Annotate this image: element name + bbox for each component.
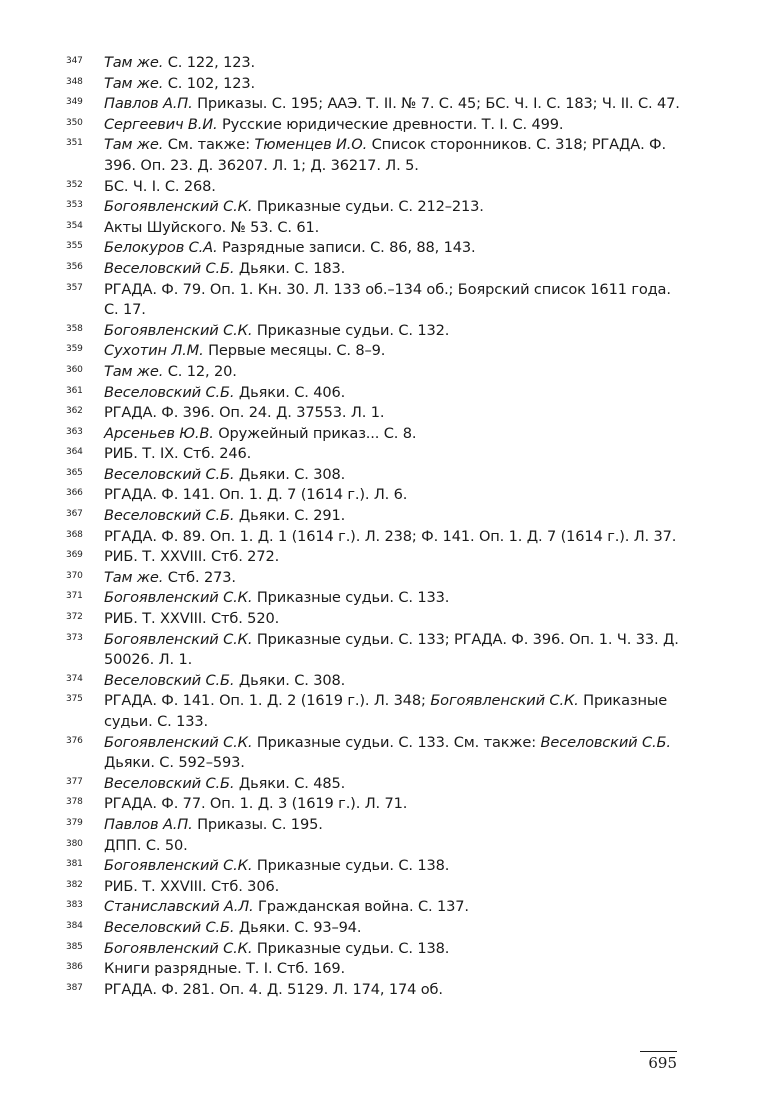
author-name: Веселовский С.Б. (104, 383, 235, 401)
footnote-number: 363 (66, 426, 83, 437)
footnote (66, 321, 688, 342)
citation-text: Приказные судьи. С. 132. (252, 321, 450, 339)
citation-text: С. 12, 20. (163, 362, 237, 380)
citation-text: РГАДА. Ф. 89. Оп. 1. Д. 1 (1614 г.). Л. 238; Ф. 141. Оп. 1. Д. 7 (1614 г.). Л. 37. (104, 527, 677, 545)
footnote-text (104, 692, 667, 730)
citation-text: Приказные судьи. С. 133; РГАДА. Ф. 396. Оп. 1. Ч. 33. Д. 50026. Л. 1. (104, 630, 679, 669)
author-name: Веселовский С.Б. (104, 465, 235, 483)
footnote-text (104, 795, 407, 812)
footnote-text (104, 548, 279, 565)
footnote (66, 691, 688, 732)
author-name: Богоявленский С.К. (104, 589, 253, 607)
author-name: Веселовский С.Б. (104, 671, 235, 689)
citation-text: С. 122, 123. (163, 54, 256, 71)
footnote (66, 403, 688, 424)
footnote-text (104, 260, 345, 277)
footnote-number: 384 (66, 920, 83, 931)
footnote-text (104, 404, 384, 421)
footnote-number: 374 (66, 673, 83, 684)
citation-text: См. также: (163, 136, 255, 154)
footnote (66, 465, 688, 486)
footnote-number: 378 (66, 797, 83, 808)
citation-text: Приказы. С. 195. (192, 815, 323, 833)
footnote (66, 568, 688, 589)
author-name: Веселовский С.Б. (104, 507, 235, 525)
citation-text: Список сторонников. С. 318; РГАДА. Ф. 396. Оп. 23. Д. 36207. Л. 1; Д. 36217. Л. 5. (104, 136, 666, 174)
author-name: Веселовский С.Б. (104, 774, 235, 792)
footnote-text (104, 445, 251, 462)
citation-text: Русские юридические древности. Т. I. С. 499. (217, 115, 564, 133)
citation-text: РГАДА. Ф. 77. Оп. 1. Д. 3 (1619 г.). Л. 71. (104, 795, 408, 813)
footnote-text (104, 816, 323, 833)
author-name: Богоявленский С.К. (104, 939, 253, 957)
footnote (66, 733, 688, 774)
footnote-text (104, 672, 345, 689)
footnote-number: 368 (66, 529, 83, 540)
footnote-number: 357 (66, 282, 83, 293)
citation-text: РИБ. Т. XXVIII. Стб. 520. (104, 610, 280, 628)
page-number-rule (640, 1051, 677, 1052)
footnote-number: 347 (66, 56, 83, 66)
author-name: Веселовский С.Б. (540, 733, 671, 751)
footnote (66, 836, 688, 857)
footnote-text (104, 589, 449, 606)
footnote-number: 349 (66, 97, 83, 108)
footnote-number: 377 (66, 776, 83, 787)
footnote-number: 380 (66, 838, 83, 849)
citation-text: Приказные судьи. С. 133. (252, 589, 450, 607)
footnote (66, 485, 688, 506)
footnote-number: 353 (66, 200, 83, 211)
footnote-text (104, 734, 671, 772)
citation-text: РГАДА. Ф. 281. Оп. 4. Д. 5129. Л. 174, 174 об. (104, 980, 443, 998)
footnote-text (104, 940, 449, 957)
footnote (66, 53, 688, 74)
footnote (66, 135, 688, 176)
author-name: Богоявленский С.К. (104, 321, 253, 339)
footnote (66, 177, 688, 198)
citation-text: БС. Ч. I. С. 268. (104, 177, 216, 195)
footnote-number: 361 (66, 385, 83, 396)
footnote-text (104, 878, 279, 895)
citation-text: Приказные судьи. С. 212–213. (252, 198, 484, 216)
footnote (66, 897, 688, 918)
footnote (66, 383, 688, 404)
footnote-text (104, 466, 345, 483)
footnote (66, 588, 688, 609)
footnote-number: 373 (66, 632, 83, 643)
footnote-number: 385 (66, 941, 83, 952)
footnote-text (104, 486, 407, 503)
footnote-text (104, 219, 319, 236)
footnote (66, 671, 688, 692)
citation-text: Книги разрядные. Т. I. Стб. 169. (104, 960, 346, 978)
footnote (66, 609, 688, 630)
footnote-text (104, 775, 345, 792)
citation-text: РГАДА. Ф. 141. Оп. 1. Д. 2 (1619 г.). Л. 348; (104, 692, 431, 710)
footnote (66, 980, 688, 1001)
footnote-text (104, 75, 255, 92)
footnote-text (104, 919, 361, 936)
footnote-number: 375 (66, 694, 83, 705)
footnote-text (104, 198, 484, 215)
footnote (66, 959, 688, 980)
citation-text: РИБ. Т. XXVIII. Стб. 272. (104, 548, 280, 566)
footnote-text (104, 857, 449, 874)
author-name: Сухотин Л.М. (104, 342, 204, 360)
footnote-number: 376 (66, 735, 83, 746)
footnote (66, 547, 688, 568)
footnote-text (104, 281, 671, 319)
footnote (66, 341, 688, 362)
citation-text: Дьяки. С. 308. (234, 465, 346, 483)
citation-text: РГАДА. Ф. 141. Оп. 1. Д. 7 (1614 г.). Л. 6. (104, 486, 408, 504)
footnote-text (104, 610, 279, 627)
citation-text: Дьяки. С. 485. (234, 774, 346, 792)
footnote-number: 351 (66, 138, 83, 149)
footnote (66, 74, 688, 95)
footnote-number: 370 (66, 570, 83, 581)
author-name: Богоявленский С.К. (104, 857, 253, 875)
footnote-number: 348 (66, 76, 83, 87)
citation-text: Акты Шуйского. № 53. С. 61. (104, 218, 320, 236)
author-name: Белокуров С.А. (104, 239, 218, 257)
footnote-text (104, 425, 416, 442)
citation-text: Стб. 273. (163, 568, 236, 586)
footnote-number: 364 (66, 447, 83, 458)
footnote-text (104, 981, 443, 998)
footnote-text (104, 528, 676, 545)
author-name: Богоявленский С.К. (104, 630, 253, 648)
author-name: Там же. (104, 362, 164, 380)
citation-text: Разрядные записи. С. 86, 88, 143. (217, 239, 476, 257)
footnote (66, 197, 688, 218)
footnote-list (66, 53, 688, 1000)
footnote (66, 794, 688, 815)
footnote-number: 381 (66, 859, 83, 870)
citation-text: Приказные судьи. С. 133. (104, 692, 668, 730)
citation-text: РГАДА. Ф. 396. Оп. 24. Д. 37553. Л. 1. (104, 404, 385, 422)
footnote (66, 918, 688, 939)
footnote-text (104, 631, 679, 669)
citation-text: С. 102, 123. (163, 74, 256, 92)
footnote (66, 444, 688, 465)
citation-text: Приказные судьи. С. 138. (252, 939, 450, 957)
footnote-number: 369 (66, 550, 83, 561)
citation-text: РИБ. Т. XXVIII. Стб. 306. (104, 877, 280, 895)
author-name: Станиславский А.Л. (104, 898, 254, 916)
footnote (66, 238, 688, 259)
author-name: Там же. (104, 54, 164, 71)
citation-text: Гражданская война. С. 137. (253, 898, 469, 916)
author-name: Павлов А.П. (104, 95, 193, 113)
footnote (66, 939, 688, 960)
footnote (66, 630, 688, 671)
footnote-number: 354 (66, 220, 83, 231)
footnote (66, 424, 688, 445)
footnote (66, 774, 688, 795)
footnote-text (104, 960, 345, 977)
author-name: Сергеевич В.И. (104, 115, 218, 133)
citation-text: Дьяки. С. 406. (234, 383, 346, 401)
citation-text: Дьяки. С. 308. (234, 671, 346, 689)
author-name: Там же. (104, 74, 164, 92)
footnote-text (104, 898, 469, 915)
citation-text: Оружейный приказ... С. 8. (213, 424, 417, 442)
citation-text: Приказные судьи. С. 138. (252, 857, 450, 875)
citation-text: Дьяки. С. 183. (234, 259, 346, 277)
footnote-text (104, 342, 385, 359)
footnote-number: 358 (66, 323, 83, 334)
footnote-number: 350 (66, 117, 83, 128)
footnote-number: 382 (66, 879, 83, 890)
footnote-number: 352 (66, 179, 83, 190)
footnote-text (104, 837, 188, 854)
footnote (66, 218, 688, 239)
footnote-text (104, 178, 216, 195)
footnote-text (104, 507, 345, 524)
author-name: Арсеньев Ю.В. (104, 424, 214, 442)
footnote-text (104, 95, 680, 112)
footnote-text (104, 569, 236, 586)
footnote (66, 856, 688, 877)
footnote (66, 259, 688, 280)
footnote-text (104, 363, 237, 380)
footnote-number: 359 (66, 344, 83, 355)
author-name: Веселовский С.Б. (104, 259, 235, 277)
page-number: 695 (648, 1054, 677, 1072)
footnote-number: 372 (66, 612, 83, 623)
citation-text: Дьяки. С. 291. (234, 507, 346, 525)
footnote-number: 365 (66, 467, 83, 478)
citation-text: Приказные судьи. С. 133. См. также: (252, 733, 541, 751)
footnote-text (104, 322, 449, 339)
footnote-number: 387 (66, 982, 83, 993)
footnote-number: 366 (66, 488, 83, 499)
author-name: Павлов А.П. (104, 815, 193, 833)
footnote-text (104, 136, 666, 174)
footnote-text (104, 384, 345, 401)
footnote-number: 362 (66, 406, 83, 417)
footnote-number: 367 (66, 509, 83, 520)
footnote-text (104, 239, 476, 256)
author-name: Веселовский С.Б. (104, 918, 235, 936)
footnote (66, 506, 688, 527)
footnote (66, 94, 688, 115)
footnote (66, 877, 688, 898)
footnote-text (104, 54, 255, 71)
citation-text: Дьяки. С. 93–94. (234, 918, 362, 936)
footnote (66, 362, 688, 383)
citation-text: РГАДА. Ф. 79. Оп. 1. Кн. 30. Л. 133 об.–134 об.; Боярский список 1611 года. С. 17. (104, 280, 671, 319)
author-name: Там же. (104, 568, 164, 586)
footnote-number: 383 (66, 900, 83, 911)
footnote (66, 815, 688, 836)
citation-text: ДПП. С. 50. (104, 836, 188, 854)
author-name: Богоявленский С.К. (104, 733, 253, 751)
author-name: Там же. (104, 136, 164, 154)
footnote-number: 371 (66, 591, 83, 602)
footnote-number: 360 (66, 364, 83, 375)
footnote-number: 355 (66, 241, 83, 252)
citation-text: Приказы. С. 195; ААЭ. Т. II. № 7. С. 45; БС. Ч. I. С. 183; Ч. II. С. 47. (192, 95, 680, 113)
footnote-number: 386 (66, 962, 83, 973)
footnote (66, 115, 688, 136)
footnote-text (104, 116, 563, 133)
citation-text: Дьяки. С. 592–593. (104, 754, 245, 772)
author-name: Тюменцев И.О. (254, 136, 368, 154)
footnote-number: 356 (66, 261, 83, 272)
footnote (66, 527, 688, 548)
author-name: Богоявленский С.К. (104, 198, 253, 216)
citation-text: РИБ. Т. IX. Стб. 246. (104, 445, 252, 463)
citation-text: Первые месяцы. С. 8–9. (203, 342, 386, 360)
footnote-number: 379 (66, 817, 83, 828)
footnote (66, 280, 688, 321)
author-name: Богоявленский С.К. (430, 692, 579, 710)
